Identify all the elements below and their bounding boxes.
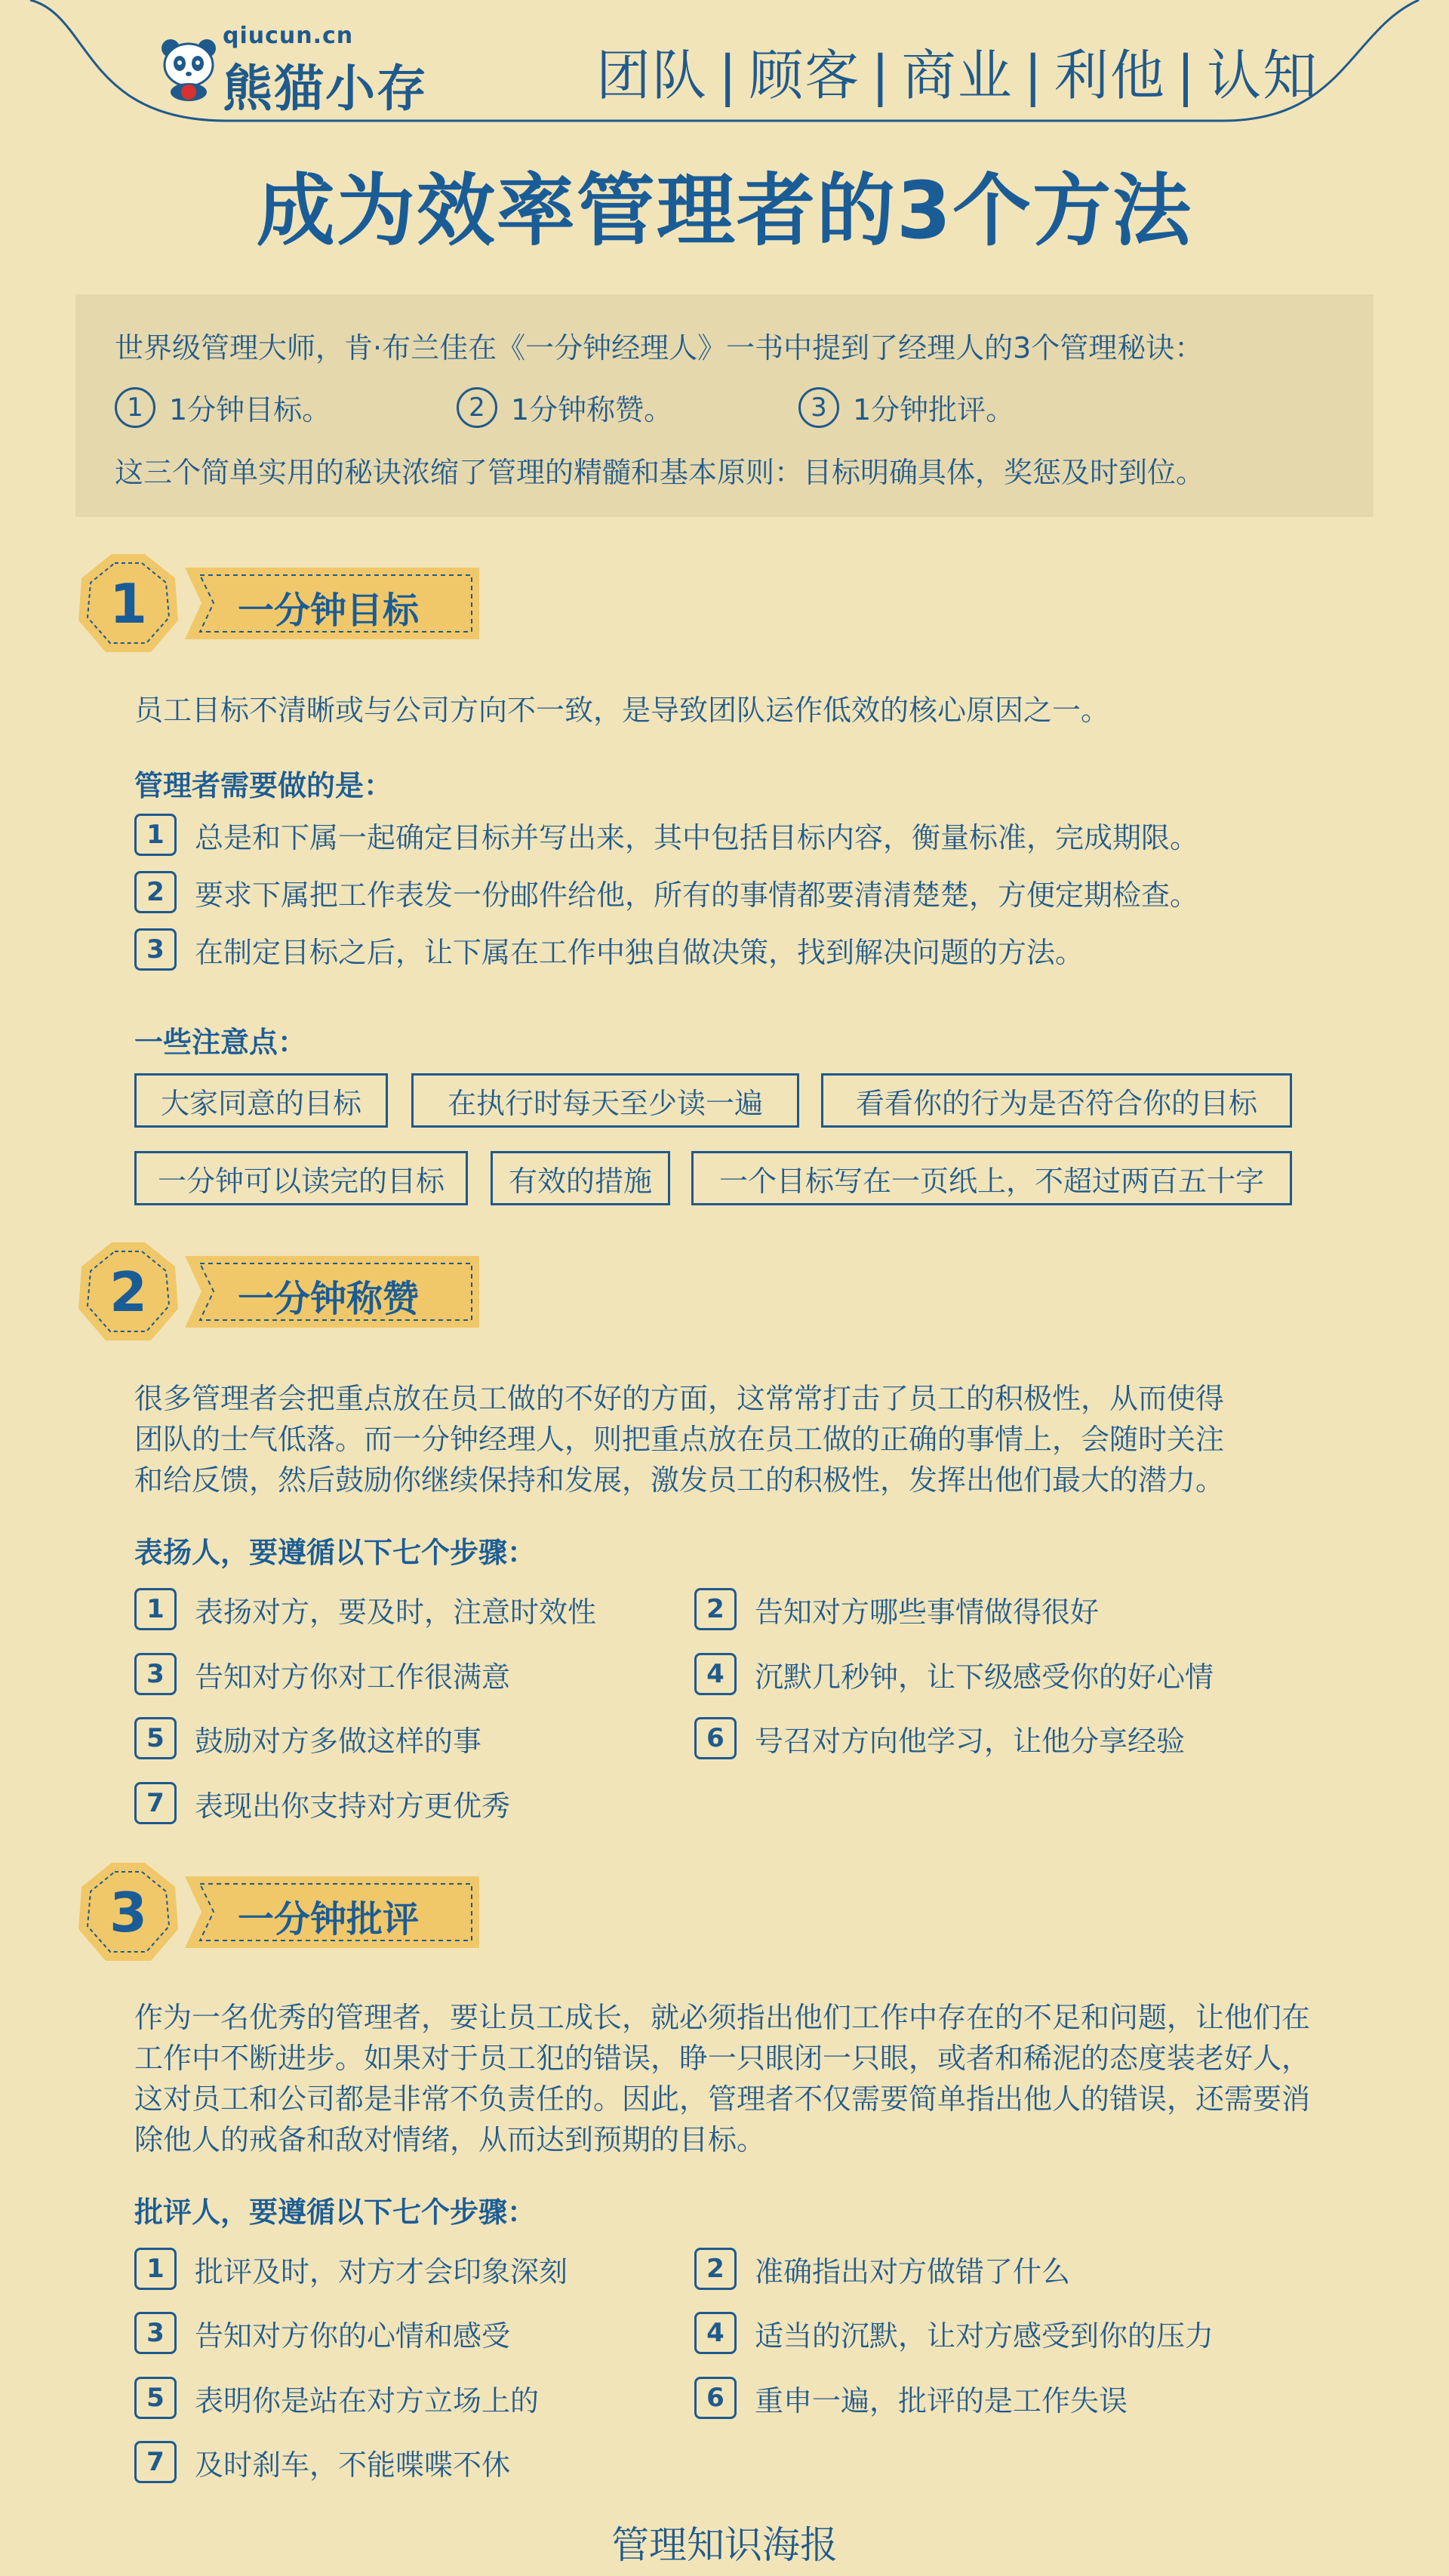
section-title-banner [185,1876,479,1948]
step-item [694,1717,1185,1759]
note-tag: 看看你的行为是否符合你的目标 [821,1073,1292,1128]
step-text: 批评及时，对方才会印象深刻 [195,2254,568,2288]
paragraph-line: 和给反馈，然后鼓励你继续保持和发展，激发员工的积极性，发挥出他们最大的潜力。 [134,1463,1225,1497]
step-number: 7 [134,1782,177,1824]
step-item [134,1588,596,1630]
step-text: 重申一遍，批评的是工作失误 [755,2384,1128,2418]
step-number: 2 [134,871,177,913]
section-number-badge [75,551,181,657]
footer-caption: 管理知识海报 [611,2523,838,2567]
intro-line-1: 世界级管理大师，肯·布兰佳在《一分钟经理人》一书中提到了经理人的3个管理秘诀： [115,331,1204,365]
nav-separator: | [718,44,739,107]
logo[interactable] [158,21,475,118]
circle-number: 2 [457,387,497,428]
intro-item [457,386,672,428]
note-tag: 有效的措施 [491,1151,670,1205]
section-title-banner [185,1256,479,1328]
step-text: 表现出你支持对方更优秀 [195,1789,511,1823]
nav-item-team[interactable]: 团队 [596,44,709,107]
step-item [134,2441,510,2483]
section-subhead: 表扬人，要遵循以下七个步骤： [134,1536,537,1569]
paragraph-line: 作为一名优秀的管理者，要让员工成长，就必须指出他们工作中存在的不足和问题，让他们在 [134,2001,1311,2034]
step-text: 鼓励对方多做这样的事 [195,1724,482,1758]
note-tag: 在执行时每天至少读一遍 [411,1073,799,1128]
section-title: 一分钟批评 [238,1898,420,1940]
step-item [134,928,1084,971]
intro-item-text: 1分钟称赞。 [511,393,673,426]
step-number: 6 [694,2377,737,2419]
section-number: 3 [109,1881,148,1944]
step-number: 3 [134,2312,177,2354]
step-number: 5 [134,1717,177,1759]
section-paragraph: 员工目标不清晰或与公司方向不一致，是导致团队运作低效的核心原因之一。 [134,694,1110,727]
step-number: 7 [134,2441,177,2483]
section-number: 1 [109,572,148,636]
step-item [134,871,1198,913]
note-tag: 一分钟可以读完的目标 [134,1151,468,1205]
step-item [694,2312,1214,2354]
section-paragraph [134,1378,1224,1500]
circle-number: 3 [798,387,839,428]
step-number: 4 [694,2312,737,2354]
logo-url: qiucun.cn [223,23,354,49]
step-item [694,1588,1099,1630]
section-number-badge [75,1239,181,1345]
step-text: 表扬对方，要及时，注意时效性 [195,1595,597,1629]
step-text: 告知对方你的心情和感受 [195,2319,511,2353]
step-item [134,1782,510,1824]
step-text: 告知对方你对工作很满意 [195,1660,511,1694]
intro-item [798,386,1014,428]
step-number: 3 [134,928,177,971]
step-text: 沉默几秒钟，让下级感受你的好心情 [755,1660,1214,1694]
section-subhead: 管理者需要做的是： [134,769,393,802]
step-text: 告知对方哪些事情做得很好 [755,1595,1100,1629]
step-number: 4 [694,1653,737,1695]
step-item [134,2248,568,2290]
section-number-badge [75,1860,181,1965]
step-text: 及时刹车，不能喋喋不休 [195,2448,511,2482]
top-nav [596,32,1318,110]
nav-item-customer[interactable]: 顾客 [749,44,861,107]
intro-item [115,386,331,428]
nav-separator: | [1176,44,1197,107]
step-item [134,1717,481,1759]
step-number: 1 [134,814,177,856]
step-text: 准确指出对方做错了什么 [755,2254,1071,2288]
step-item [694,2377,1128,2419]
notes-subhead: 一些注意点： [134,1026,307,1059]
step-item [694,1653,1214,1695]
section-title-banner [185,568,479,639]
step-text: 适当的沉默，让对方感受到你的压力 [755,2319,1214,2353]
step-item [134,2377,539,2419]
paragraph-line: 很多管理者会把重点放在员工做的不好的方面，这常常打击了员工的积极性，从而使得 [134,1382,1225,1415]
step-text: 要求下属把工作表发一份邮件给他，所有的事情都要清清楚楚，方便定期检查。 [195,878,1199,912]
step-number: 2 [694,1588,737,1630]
step-number: 3 [134,1653,177,1695]
step-number: 1 [134,1588,177,1630]
nav-separator: | [871,44,891,107]
step-number: 5 [134,2377,177,2419]
step-text: 号召对方向他学习，让他分享经验 [755,1724,1186,1758]
intro-line-3: 这三个简单实用的秘诀浓缩了管理的精髓和基本原则：目标明确具体，奖惩及时到位。 [115,456,1205,489]
logo-name: 熊猫小存 [223,60,428,118]
section-paragraph [134,1997,1310,2160]
nav-item-business[interactable]: 商业 [901,44,1014,107]
step-item [134,1653,510,1695]
paragraph-line: 这对员工和公司都是非常不负责任的。因此，管理者不仅需要简单指出他人的错误，还需要消 [134,2082,1311,2116]
step-item [134,2312,510,2354]
step-text: 在制定目标之后，让下属在工作中独自做决策，找到解决问题的方法。 [195,935,1084,969]
section-title: 一分钟称赞 [238,1278,420,1320]
step-text: 总是和下属一起确定目标并写出来，其中包括目标内容，衡量标准，完成期限。 [195,820,1199,854]
intro-item-text: 1分钟目标。 [169,393,331,426]
note-tag: 大家同意的目标 [134,1073,388,1128]
note-tag: 一个目标写在一页纸上，不超过两百五十字 [691,1151,1292,1205]
page-title: 成为效率管理者的3个方法 [256,165,1193,257]
section-title: 一分钟目标 [238,589,420,632]
step-number: 6 [694,1717,737,1759]
nav-item-altruism[interactable]: 利他 [1054,44,1166,107]
nav-separator: | [1023,44,1044,107]
step-text: 表明你是站在对方立场上的 [195,2384,540,2418]
paragraph-line: 团队的士气低落。而一分钟经理人，则把重点放在员工做的正确的事情上，会随时关注 [134,1423,1225,1456]
intro-item-text: 1分钟批评。 [853,393,1015,426]
section-number: 2 [109,1260,148,1324]
panda-logo-icon [158,38,219,101]
nav-item-cognition[interactable]: 认知 [1207,44,1319,107]
step-item [694,2248,1070,2290]
step-number: 1 [134,2248,177,2290]
step-number: 2 [694,2248,737,2290]
step-item [134,814,1198,856]
paragraph-line: 除他人的戒备和敌对情绪，从而达到预期的目标。 [134,2123,766,2156]
intro-box [75,294,1374,517]
section-subhead: 批评人，要遵循以下七个步骤： [134,2196,537,2229]
paragraph-line: 工作中不断进步。如果对于员工犯的错误，睁一只眼闭一只眼，或者和稀泥的态度装老好人， [134,2042,1311,2075]
circle-number: 1 [115,387,155,428]
